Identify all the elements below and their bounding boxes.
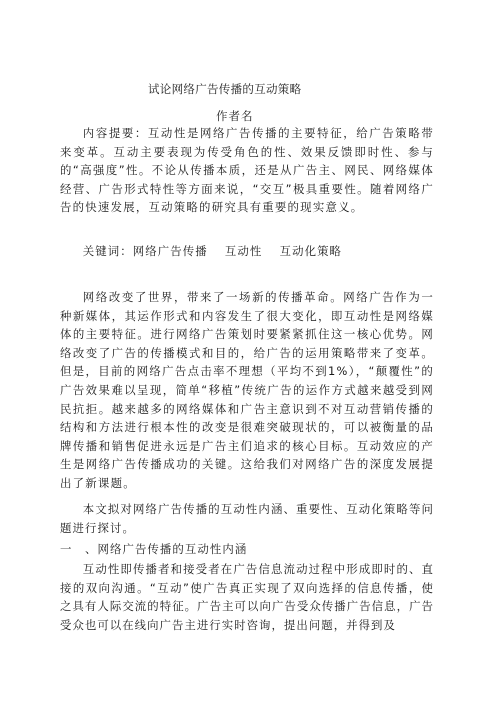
body-paragraph-3: 互动性即传播者和接受者在广告信息流动过程中形成即时的、直接的双向沟通。“互动”使广告真正实现了双向选择的信息传播，使之具有人际交流的特征。广告主可以向广告受众传播广告信息，广告受众也可以在线向广告主进行实时咨询，提出问题，并得到及 — [60, 562, 434, 632]
keywords-line: 关键词：网络广告传播 互动性 互动化策略 — [82, 244, 343, 258]
document-author: 作者名 — [216, 109, 254, 123]
body-paragraph-1: 网络改变了世界，带来了一场新的传播革命。网络广告作为一种新媒体，其运作形式和内容发生了很大变化，即互动性是网络媒体的主要特征。进行网络广告策划时要紧紧抓住这一核心优势。网络改变了广告的传播模式和目的，给广告的运用策略带来了变革。但是，目前的网络广告点击率不理想（平均不到1%），“颠覆性”的广告效果难以呈现，简单“移植”传统广告的运作方式越来越受到网民抗拒。越来越多的网络媒体和广告主意识到不对互动营销传播的结构和方法进行根本性的改变是很难突破现状的，可以被衡量的品牌传播和销售促进永远是广告主们追求的核心目标。互动效应的产生是网络广告传播成功的关键。这给我们对网络广告的深度发展提出了新课题。 — [60, 290, 434, 490]
abstract-paragraph: 内容提要：互动性是网络广告传播的主要特征，给广告策略带来变革。互动主要表现为传受角色的性、效果反馈即时性、参与的“高强度”性。不论从传播本质，还是从广告主、网民、网络媒体经营、广告形式特性等方面来说，“交互”极具重要性。随着网络广告的快速发展，互动策略的研究具有重要的现实意义。 — [60, 126, 434, 215]
document-title: 试论网络广告传播的互动策略 — [148, 82, 302, 96]
section-heading: 一 、网络广告传播的互动性内涵 — [60, 542, 248, 556]
body-paragraph-2: 本文拟对网络广告传播的互动性内涵、重要性、互动化策略等问题进行探讨。 — [60, 502, 434, 535]
